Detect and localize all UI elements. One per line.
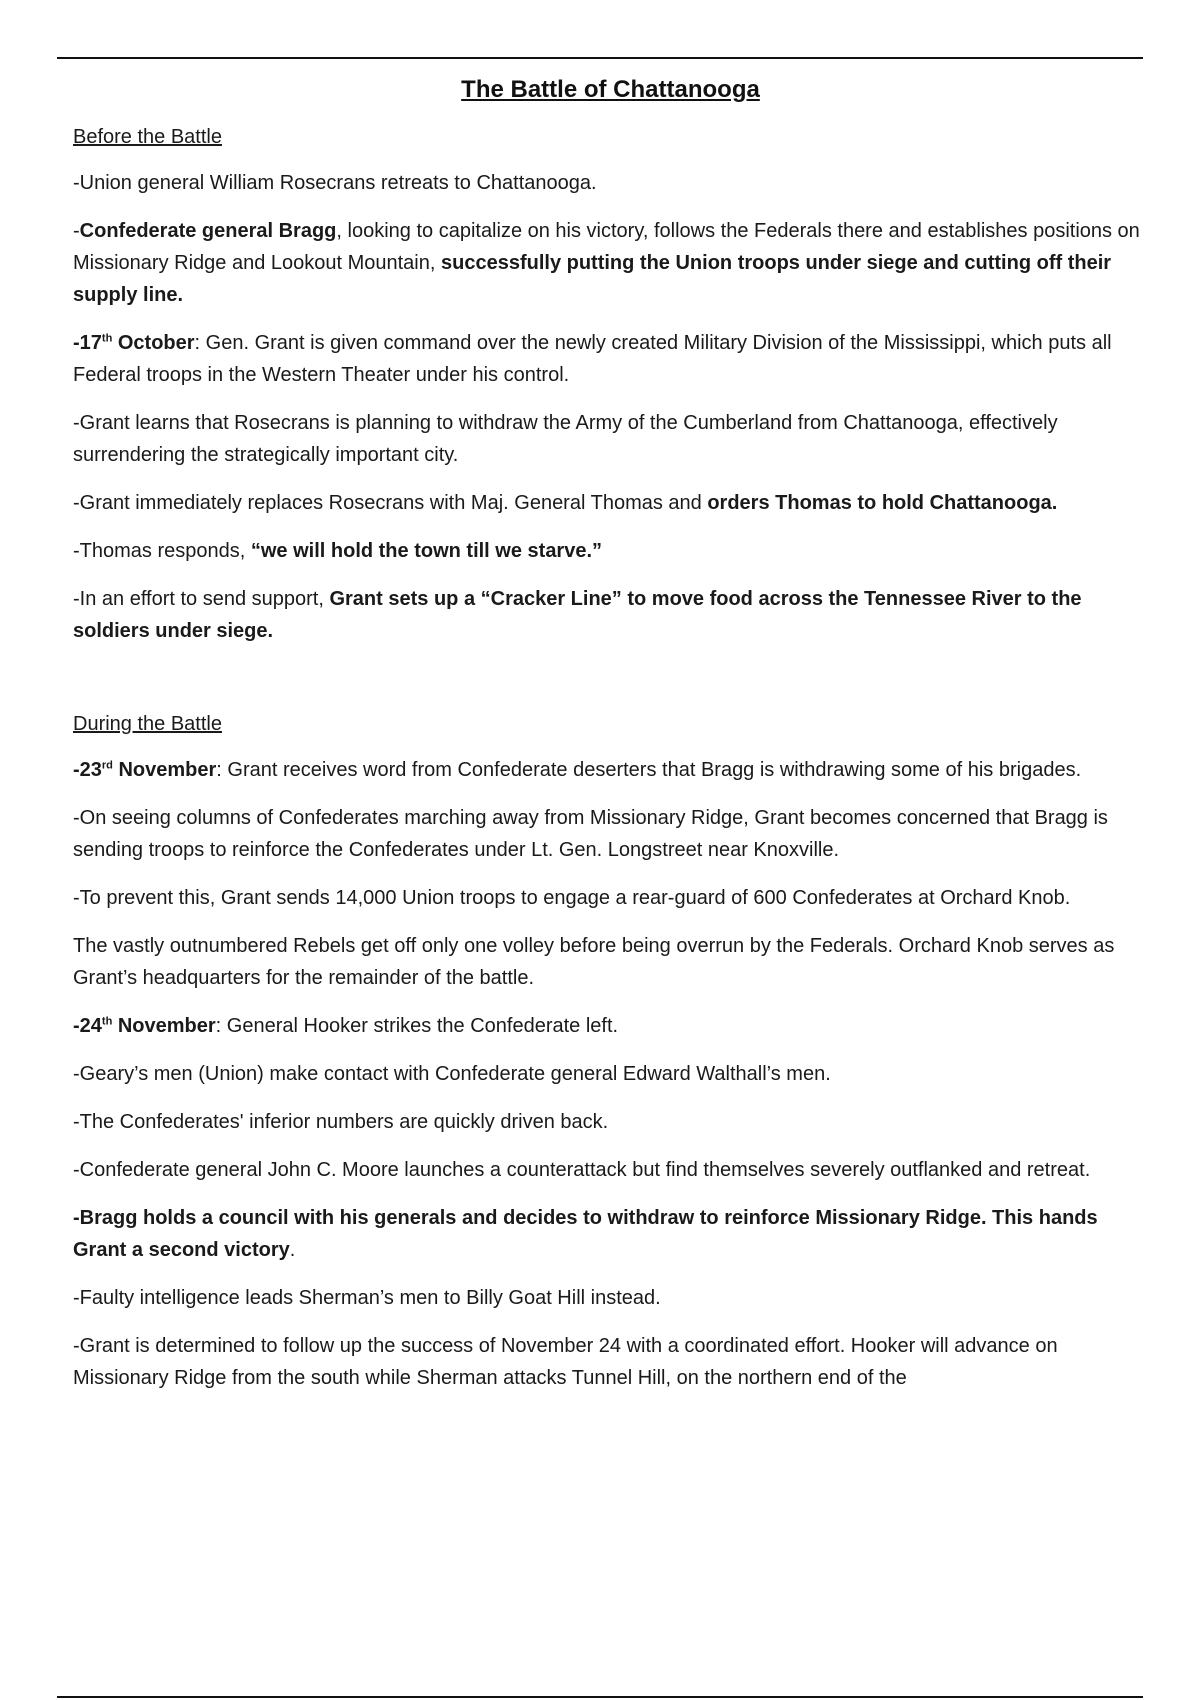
text-run: , looking to capitalize on his victory, follows the Federals there and establishes positions on Missionary Ridge and Lookout Mountain,	[73, 220, 1140, 274]
section-heading: During the Battle	[73, 713, 222, 735]
text-run: -On seeing columns of Confederates marching away from Missionary Ridge, Grant becomes concerned that Bragg is sending troops to reinforce the Confederates under Lt. Gen. Longstreet near Knoxville.	[73, 807, 1108, 861]
text-run: : General Hooker strikes the Confederate left.	[215, 1015, 619, 1037]
paragraph	[73, 327, 1148, 391]
text-run: -The Confederates' inferior numbers are quickly driven back.	[73, 1111, 609, 1133]
paragraph	[73, 583, 1148, 647]
bold-text: “we will hold the town till we starve.”	[250, 540, 603, 562]
text-run: -Union general William Rosecrans retreats to Chattanooga.	[73, 172, 597, 194]
bold-text: -23	[73, 759, 102, 781]
text-run: .	[289, 1239, 296, 1261]
top-rule	[57, 57, 1143, 59]
paragraph	[73, 535, 1148, 567]
text-run: The vastly outnumbered Rebels get off only one volley before being overrun by the Federals. Orchard Knob serves as Grant’s headquarters for the remainder of the battle.	[73, 935, 1115, 989]
paragraph	[73, 1058, 1148, 1090]
text-run: : Gen. Grant is given command over the newly created Military Division of the Mississippi, which puts all Federal troops in the Western Theater under his control.	[73, 332, 1112, 386]
text-run: -Faulty intelligence leads Sherman’s men to Billy Goat Hill instead.	[73, 1287, 661, 1309]
text-run: -Confederate general John C. Moore launches a counterattack but find themselves severely outflanked and retreat.	[73, 1159, 1091, 1181]
paragraph	[73, 215, 1148, 311]
text-run: -Grant immediately replaces Rosecrans with Maj. General Thomas and	[73, 492, 708, 514]
superscript-text: rd	[101, 759, 113, 772]
text-run: -To prevent this, Grant sends 14,000 Union troops to engage a rear-guard of 600 Confederates at Orchard Knob.	[73, 887, 1071, 909]
text-run: -In an effort to send support,	[73, 588, 330, 610]
document-page	[73, 72, 1148, 1410]
paragraph	[73, 407, 1148, 471]
paragraph	[73, 1282, 1148, 1314]
text-run: -	[73, 220, 80, 242]
paragraph	[73, 882, 1148, 914]
text-run: -Thomas responds,	[73, 540, 251, 562]
bold-text: November	[112, 1015, 216, 1037]
bold-text: -24	[73, 1015, 102, 1037]
paragraph	[73, 1106, 1148, 1138]
bold-text: Grant sets up a “Cracker Line” to move food across the Tennessee River to the soldiers under siege.	[73, 588, 1082, 642]
bottom-rule	[57, 1696, 1143, 1698]
document-title: The Battle of Chattanooga	[461, 76, 760, 103]
paragraph	[73, 802, 1148, 866]
section-heading: Before the Battle	[73, 126, 222, 148]
section-spacer	[73, 663, 1148, 711]
bold-text: November	[112, 759, 217, 781]
superscript-text: th	[101, 332, 113, 345]
bold-text: -17	[73, 332, 102, 354]
paragraph	[73, 487, 1148, 519]
text-run: -Grant learns that Rosecrans is planning to withdraw the Army of the Cumberland from Chattanooga, effectively surrendering the strategically important city.	[73, 412, 1058, 466]
paragraph	[73, 1330, 1148, 1394]
paragraph	[73, 754, 1148, 786]
text-run: -Geary’s men (Union) make contact with Confederate general Edward Walthall’s men.	[73, 1063, 831, 1085]
text-run: : Grant receives word from Confederate deserters that Bragg is withdrawing some of his brigades.	[216, 759, 1082, 781]
bold-text: successfully putting the Union troops under siege and cutting off their supply line.	[73, 252, 1112, 306]
document-body	[73, 124, 1148, 1394]
bold-text: October	[112, 332, 195, 354]
paragraph	[73, 1202, 1148, 1266]
paragraph	[73, 1010, 1148, 1042]
paragraph	[73, 930, 1148, 994]
superscript-text: th	[101, 1015, 113, 1028]
paragraph	[73, 1154, 1148, 1186]
bold-text: orders Thomas to hold Chattanooga.	[707, 492, 1058, 514]
bold-text: Confederate general Bragg	[79, 220, 337, 242]
text-run: -Grant is determined to follow up the success of November 24 with a coordinated effort. Hooker will advance on Missionary Ridge from the south while Sherman attacks Tunnel Hill, on the northern end of the	[73, 1335, 1058, 1389]
bold-text: -Bragg holds a council with his generals and decides to withdraw to reinforce Missionary Ridge. This hands Grant a second victory	[73, 1207, 1098, 1261]
paragraph	[73, 167, 1148, 199]
